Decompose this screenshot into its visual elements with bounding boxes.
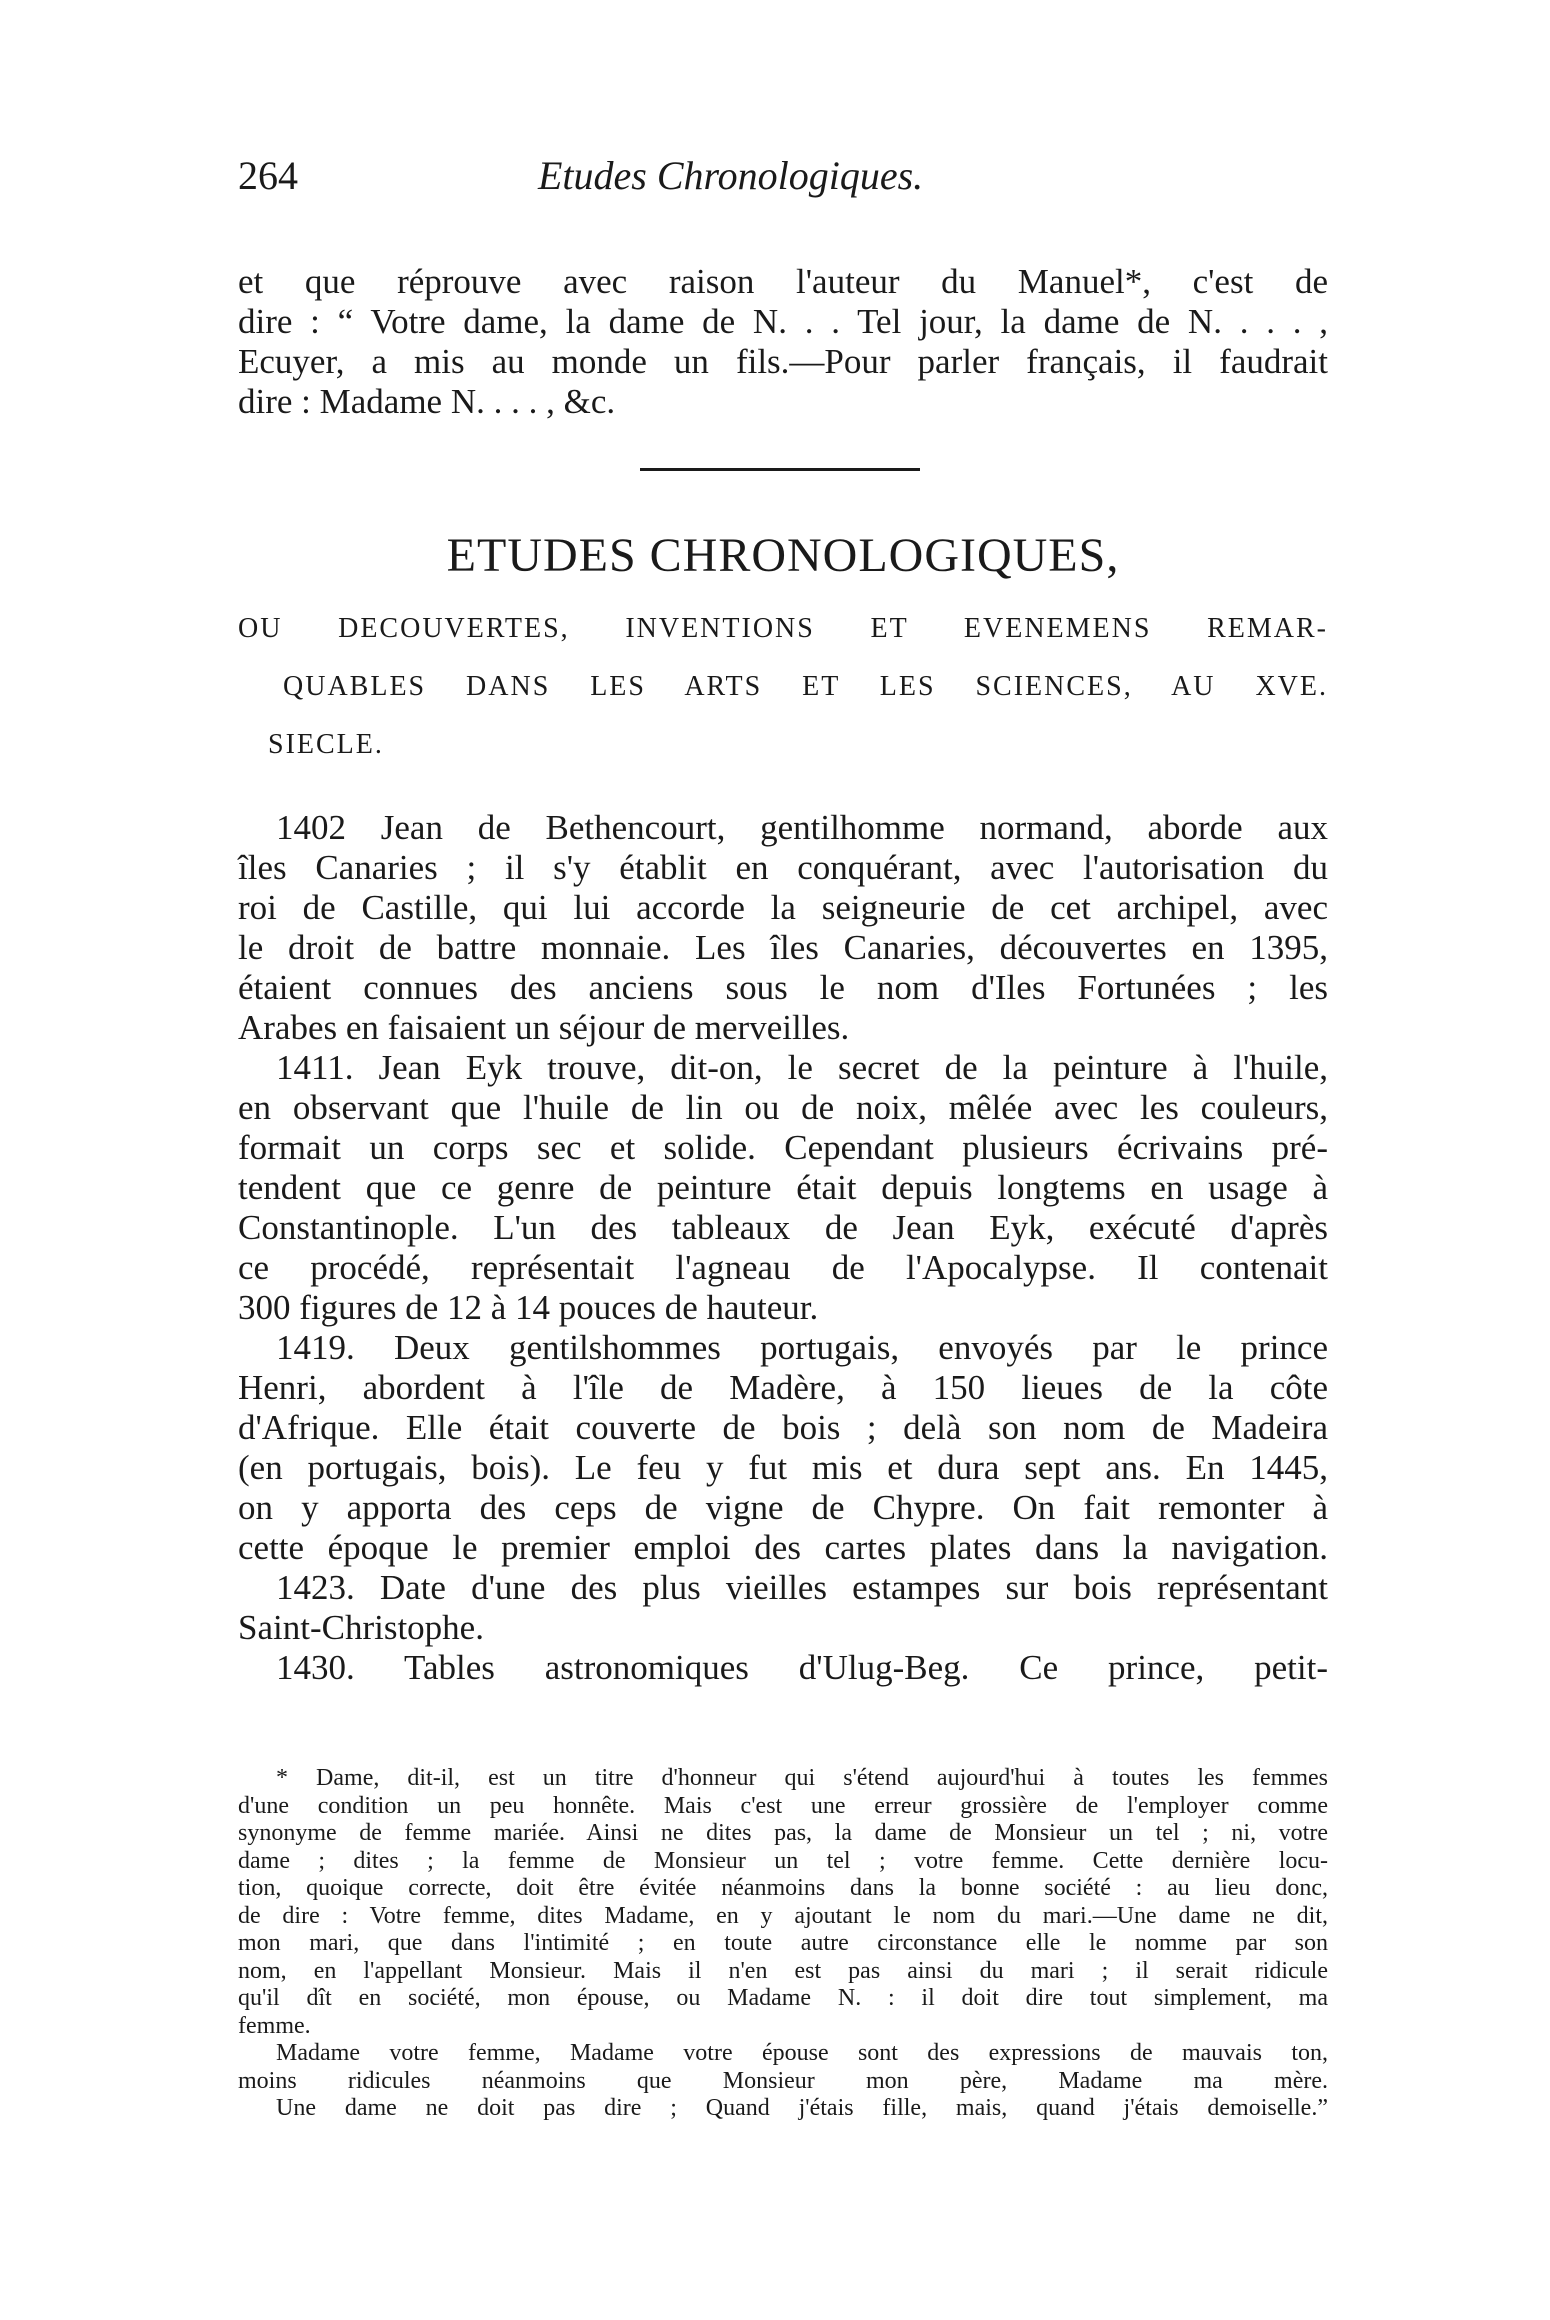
- text-line: d'Afrique. Elle était couverte de bois ; delà son nom de Madeira: [238, 1408, 1328, 1447]
- running-head: [238, 152, 1328, 212]
- page-number: 264: [238, 153, 298, 198]
- footnote-line: synonyme de femme mariée. Ainsi ne dites pas, la dame de Monsieur un tel ; ni, votre: [238, 1820, 1328, 1846]
- text-line: Constantinople. L'un des tableaux de Jean Eyk, exécuté d'après: [238, 1208, 1328, 1247]
- footnote-line: de dire : Votre femme, dites Madame, en y ajoutant le nom du mari.—Une dame ne dit,: [238, 1902, 1328, 1929]
- text-line: Saint-Christophe.: [238, 1608, 484, 1647]
- text-line: formait un corps sec et solide. Cependant plusieurs écrivains pré-: [238, 1128, 1328, 1167]
- subtitle-line: QUABLES DANS LES ARTS ET LES SCIENCES, AU XVE.: [283, 671, 1328, 702]
- footnote-line: dame ; dites ; la femme de Monsieur un tel ; votre femme. Cette dernière locu-: [238, 1847, 1328, 1874]
- text-line: étaient connues des anciens sous le nom d'Iles Fortunées ; les: [238, 968, 1328, 1007]
- chronology-entries: [238, 808, 1328, 1688]
- intro-paragraph: [238, 262, 1328, 422]
- subtitle-line: SIECLE.: [268, 729, 384, 760]
- text-line: 1430. Tables astronomiques d'Ulug-Beg. Ce prince, petit-: [276, 1648, 1328, 1687]
- text-line: 1419. Deux gentilshommes portugais, envoyés par le prince: [276, 1328, 1328, 1367]
- section-title: ETUDES CHRONOLOGIQUES,: [446, 529, 1120, 582]
- text-line: 1411. Jean Eyk trouve, dit-on, le secret de la peinture à l'huile,: [276, 1048, 1328, 1087]
- footnote-line: moins ridicules néanmoins que Monsieur mon père, Madame ma mère.: [238, 2067, 1328, 2094]
- footnote-line: Une dame ne doit pas dire ; Quand j'étais fille, mais, quand j'étais demoiselle.”: [276, 2095, 1328, 2121]
- text-line: en observant que l'huile de lin ou de noix, mêlée avec les couleurs,: [238, 1088, 1328, 1127]
- section-divider: [640, 468, 920, 471]
- text-line: on y apporta des ceps de vigne de Chypre. On fait remonter à: [238, 1488, 1328, 1527]
- running-title: Etudes Chronologiques.: [538, 153, 924, 198]
- footnote-line: qu'il dît en société, mon épouse, ou Madame N. : il doit dire tout simplement, ma: [238, 1985, 1328, 2011]
- footnote-line: Madame votre femme, Madame votre épouse sont des expressions de mauvais ton,: [276, 2040, 1328, 2066]
- footnote: [238, 1765, 1328, 2123]
- text-line: ce procédé, représentait l'agneau de l'Apocalypse. Il contenait: [238, 1248, 1328, 1287]
- footnote-line: nom, en l'appellant Monsieur. Mais il n'en est pas ainsi du mari ; il serait ridicule: [238, 1957, 1328, 1984]
- text-line: le droit de battre monnaie. Les îles Canaries, découvertes en 1395,: [238, 928, 1328, 967]
- text-line: 1423. Date d'une des plus vieilles estampes sur bois représentant: [276, 1568, 1328, 1607]
- text-line: îles Canaries ; il s'y établit en conquérant, avec l'autorisation du: [238, 848, 1328, 887]
- text-line: dire : Madame N. . . . , &c.: [238, 382, 616, 421]
- footnote-line: tion, quoique correcte, doit être évitée néanmoins dans la bonne société : au lieu donc,: [238, 1875, 1328, 1901]
- section-subtitle: [238, 600, 1328, 774]
- subtitle-line: OU DECOUVERTES, INVENTIONS ET EVENEMENS REMAR-: [238, 613, 1328, 644]
- text-line: tendent que ce genre de peinture était depuis longtems en usage à: [238, 1168, 1328, 1207]
- text-line: dire : “ Votre dame, la dame de N. . . Tel jour, la dame de N. . . . ,: [238, 302, 1328, 341]
- text-line: Arabes en faisaient un séjour de merveilles.: [238, 1008, 850, 1047]
- text-line: cette époque le premier emploi des cartes plates dans la navigation.: [238, 1528, 1328, 1567]
- footnote-line: femme.: [238, 2012, 311, 2039]
- text-line: (en portugais, bois). Le feu y fut mis et dura sept ans. En 1445,: [238, 1448, 1328, 1487]
- footnote-line: * Dame, dit-il, est un titre d'honneur qui s'étend aujourd'hui à toutes les femmes: [276, 1765, 1328, 1791]
- text-line: Ecuyer, a mis au monde un fils.—Pour parler français, il faudrait: [238, 342, 1328, 381]
- text-line: et que réprouve avec raison l'auteur du Manuel*, c'est de: [238, 262, 1328, 301]
- text-line: roi de Castille, qui lui accorde la seigneurie de cet archipel, avec: [238, 888, 1328, 927]
- text-line: 300 figures de 12 à 14 pouces de hauteur.: [238, 1288, 819, 1327]
- text-line: 1402 Jean de Bethencourt, gentilhomme normand, aborde aux: [276, 808, 1328, 847]
- footnote-line: d'une condition un peu honnête. Mais c'est une erreur grossière de l'employer comme: [238, 1792, 1328, 1819]
- footnote-line: mon mari, que dans l'intimité ; en toute autre circonstance elle le nomme par son: [238, 1930, 1328, 1956]
- text-line: Henri, abordent à l'île de Madère, à 150 lieues de la côte: [238, 1368, 1328, 1407]
